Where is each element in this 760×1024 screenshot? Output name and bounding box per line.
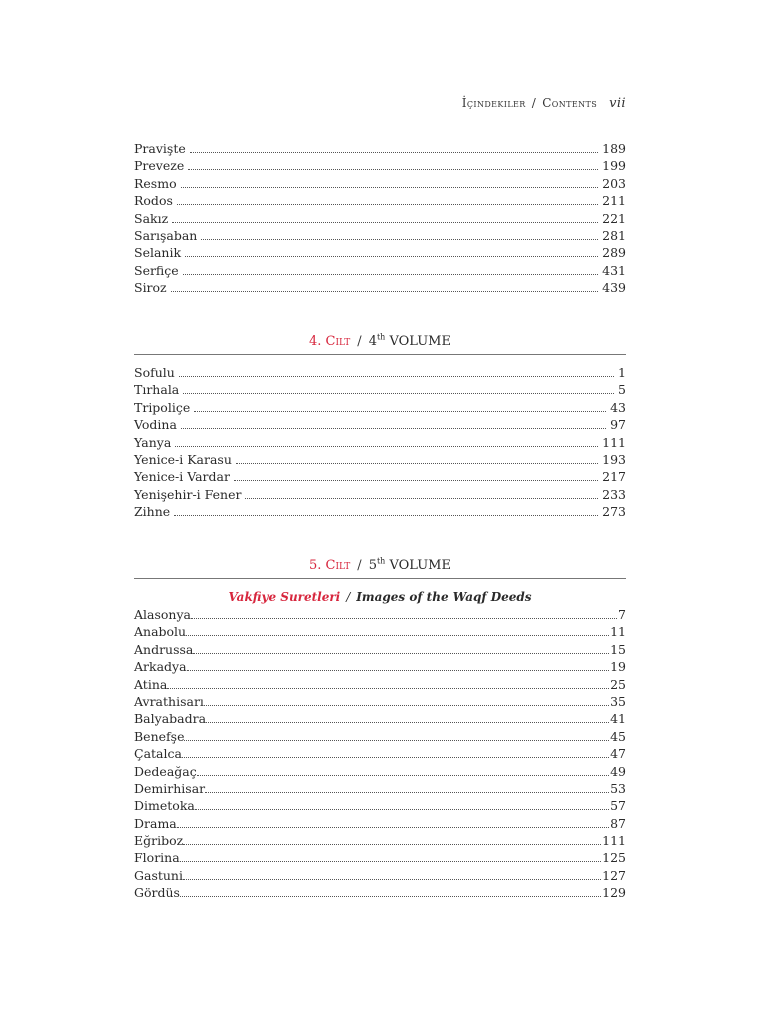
dot-leader bbox=[184, 740, 609, 741]
toc-entry-page: 127 bbox=[602, 867, 626, 883]
toc-entry bbox=[134, 435, 626, 452]
toc-entry-page: 7 bbox=[618, 607, 626, 622]
subheading-en: Images of the Waqf Deeds bbox=[356, 590, 532, 604]
volume-5-title-en: VOLUME bbox=[389, 558, 451, 573]
dot-leader bbox=[193, 653, 609, 654]
toc-entry bbox=[134, 211, 626, 228]
toc-entry-name: Gastuni bbox=[134, 867, 183, 883]
toc-entry-name: Dimetoka bbox=[134, 798, 195, 814]
toc-entry-page: 11 bbox=[610, 624, 626, 640]
toc-entry-page: 281 bbox=[602, 227, 626, 243]
toc-entry bbox=[134, 504, 626, 521]
toc-entry-name: Alasonya bbox=[134, 607, 191, 622]
toc-entry-name: Balyabadra bbox=[134, 711, 207, 727]
dot-leader bbox=[183, 879, 601, 880]
toc-entry bbox=[134, 694, 626, 711]
dot-leader bbox=[177, 827, 609, 828]
dot-leader bbox=[245, 498, 598, 499]
toc-entry-page: 111 bbox=[602, 434, 626, 450]
toc-entry-name: Sakız bbox=[134, 210, 169, 226]
toc-entry-page: 53 bbox=[610, 780, 626, 796]
dot-leader bbox=[195, 809, 609, 810]
toc-entry bbox=[134, 607, 626, 624]
dot-leader bbox=[204, 705, 609, 706]
toc-entry bbox=[134, 781, 626, 798]
volume-4-separator: / bbox=[357, 334, 362, 349]
volume-5-ordinal: th bbox=[376, 556, 386, 566]
dot-leader bbox=[167, 688, 609, 689]
toc-entry bbox=[134, 193, 626, 210]
toc-entry-name: Vodina bbox=[134, 417, 177, 433]
dot-leader bbox=[183, 844, 601, 845]
dot-leader bbox=[183, 274, 598, 275]
toc-entry bbox=[134, 365, 626, 382]
toc-entry-page: 1 bbox=[618, 365, 626, 380]
toc-entry-name: Gördüs bbox=[134, 885, 180, 901]
toc-entry bbox=[134, 850, 626, 867]
toc-entry-name: Rodos bbox=[134, 193, 173, 209]
volume-4-number: 4 bbox=[368, 334, 377, 349]
toc-entry-page: 211 bbox=[602, 193, 626, 209]
toc-entry-name: Dedeağaç bbox=[134, 763, 197, 779]
toc-entry-name: Eğriboz bbox=[134, 833, 184, 849]
toc-entry bbox=[134, 263, 626, 280]
toc-entry bbox=[134, 624, 626, 641]
toc-entry-page: 49 bbox=[610, 763, 626, 779]
toc-entry-page: 273 bbox=[602, 504, 626, 520]
header-separator: / bbox=[531, 96, 537, 110]
toc-entry-page: 129 bbox=[602, 885, 626, 901]
toc-entry bbox=[134, 868, 626, 885]
toc-entry-name: Preveze bbox=[134, 158, 185, 174]
toc-entry-page: 233 bbox=[602, 486, 626, 502]
volume-5-rule bbox=[134, 578, 626, 579]
dot-leader bbox=[185, 256, 598, 257]
toc-list-volume-3 bbox=[134, 141, 626, 298]
toc-entry-name: Benefşe bbox=[134, 728, 185, 744]
waqf-deeds-subheading bbox=[134, 590, 626, 604]
toc-entry-page: 221 bbox=[602, 210, 626, 226]
dot-leader bbox=[174, 515, 598, 516]
toc-entry-name: Sofulu bbox=[134, 365, 175, 380]
toc-entry-page: 199 bbox=[602, 158, 626, 174]
toc-entry-page: 189 bbox=[602, 141, 626, 156]
toc-entry-name: Resmo bbox=[134, 175, 177, 191]
toc-entry-page: 431 bbox=[602, 262, 626, 278]
toc-entry bbox=[134, 400, 626, 417]
toc-entry bbox=[134, 885, 626, 902]
toc-entry bbox=[134, 487, 626, 504]
toc-entry bbox=[134, 764, 626, 781]
toc-list-volume-5 bbox=[134, 607, 626, 903]
toc-entry-page: 289 bbox=[602, 245, 626, 261]
toc-entry bbox=[134, 659, 626, 676]
toc-entry-name: Yenice-i Karasu bbox=[134, 451, 232, 467]
toc-entry-page: 111 bbox=[602, 833, 626, 849]
toc-entry bbox=[134, 452, 626, 469]
toc-entry bbox=[134, 711, 626, 728]
toc-entry-page: 57 bbox=[610, 798, 626, 814]
toc-entry-name: Anabolu bbox=[134, 624, 187, 640]
toc-entry bbox=[134, 816, 626, 833]
toc-entry-name: Yenice-i Vardar bbox=[134, 469, 230, 485]
toc-entry-page: 439 bbox=[602, 280, 626, 296]
toc-entry-name: Tırhala bbox=[134, 382, 180, 398]
toc-entry bbox=[134, 677, 626, 694]
toc-entry-name: Demirhisar bbox=[134, 780, 206, 796]
toc-entry bbox=[134, 158, 626, 175]
dot-leader bbox=[236, 463, 598, 464]
toc-entry-page: 203 bbox=[602, 175, 626, 191]
toc-entry bbox=[134, 141, 626, 158]
toc-entry-page: 15 bbox=[610, 641, 626, 657]
dot-leader bbox=[186, 635, 609, 636]
toc-entry-page: 217 bbox=[602, 469, 626, 485]
toc-entry-name: Drama bbox=[134, 815, 177, 831]
toc-entry-name: Avrathisarı bbox=[134, 693, 204, 709]
header-section-tr: İçindekiler bbox=[461, 96, 526, 110]
dot-leader bbox=[206, 722, 609, 723]
header-section-en: Contents bbox=[542, 96, 598, 110]
subheading-tr: Vakfiye Suretleri bbox=[228, 590, 341, 604]
toc-entry-name: Yenişehir-i Fener bbox=[134, 486, 242, 502]
toc-entry bbox=[134, 176, 626, 193]
dot-leader bbox=[205, 792, 609, 793]
toc-entry bbox=[134, 280, 626, 297]
dot-leader bbox=[183, 393, 614, 394]
dot-leader bbox=[190, 152, 598, 153]
volume-4-title-en: VOLUME bbox=[389, 334, 451, 349]
toc-entry-page: 19 bbox=[610, 659, 626, 675]
dot-leader bbox=[187, 670, 610, 671]
volume-5-number: 5 bbox=[368, 558, 377, 573]
dot-leader bbox=[181, 187, 599, 188]
dot-leader bbox=[182, 757, 609, 758]
dot-leader bbox=[197, 775, 609, 776]
toc-entry bbox=[134, 746, 626, 763]
subheading-separator: / bbox=[346, 590, 351, 604]
dot-leader bbox=[180, 861, 601, 862]
volume-5-title-tr: 5. Cilt bbox=[309, 558, 351, 573]
toc-entry bbox=[134, 833, 626, 850]
toc-entry-page: 193 bbox=[602, 451, 626, 467]
toc-entry bbox=[134, 382, 626, 399]
running-header bbox=[462, 96, 626, 111]
toc-entry-page: 43 bbox=[610, 399, 626, 415]
dot-leader bbox=[177, 204, 598, 205]
toc-entry-name: Siroz bbox=[134, 280, 167, 296]
dot-leader bbox=[181, 428, 606, 429]
toc-entry-page: 5 bbox=[618, 382, 626, 398]
volume-4-heading bbox=[134, 334, 626, 349]
volume-4-title-tr: 4. Cilt bbox=[309, 334, 351, 349]
dot-leader bbox=[201, 239, 598, 240]
volume-4-ordinal: th bbox=[376, 332, 386, 342]
volume-4-rule bbox=[134, 354, 626, 355]
toc-entry-name: Zihne bbox=[134, 504, 171, 520]
toc-entry-name: Sarışaban bbox=[134, 227, 198, 243]
toc-entry-page: 45 bbox=[610, 728, 626, 744]
dot-leader bbox=[234, 480, 598, 481]
dot-leader bbox=[180, 896, 601, 897]
toc-entry-page: 125 bbox=[602, 850, 626, 866]
toc-entry-page: 87 bbox=[610, 815, 626, 831]
volume-5-separator: / bbox=[357, 558, 362, 573]
toc-list-volume-4 bbox=[134, 365, 626, 522]
toc-entry-page: 97 bbox=[610, 417, 626, 433]
toc-entry-name: Arkadya bbox=[134, 659, 187, 675]
toc-entry bbox=[134, 245, 626, 262]
dot-leader bbox=[172, 222, 598, 223]
toc-entry-page: 47 bbox=[610, 746, 626, 762]
toc-entry-name: Tripoliçe bbox=[134, 399, 191, 415]
dot-leader bbox=[188, 169, 598, 170]
header-page-number: vii bbox=[609, 96, 626, 111]
dot-leader bbox=[191, 618, 617, 619]
toc-entry-name: Selanik bbox=[134, 245, 182, 261]
toc-entry-name: Pravişte bbox=[134, 141, 186, 156]
toc-entry bbox=[134, 469, 626, 486]
toc-entry-page: 35 bbox=[610, 693, 626, 709]
dot-leader bbox=[179, 376, 614, 377]
toc-entry bbox=[134, 729, 626, 746]
toc-entry-page: 25 bbox=[610, 676, 626, 692]
dot-leader bbox=[194, 411, 606, 412]
toc-entry bbox=[134, 417, 626, 434]
toc-entry bbox=[134, 642, 626, 659]
toc-entry-name: Florina bbox=[134, 850, 180, 866]
toc-entry-name: Atina bbox=[134, 676, 168, 692]
dot-leader bbox=[175, 446, 598, 447]
toc-entry-name: Serfiçe bbox=[134, 262, 179, 278]
toc-entry-name: Yanya bbox=[134, 434, 172, 450]
toc-entry bbox=[134, 798, 626, 815]
toc-entry-page: 41 bbox=[610, 711, 626, 727]
volume-5-heading bbox=[134, 558, 626, 573]
dot-leader bbox=[171, 291, 598, 292]
toc-entry-name: Andrussa bbox=[134, 641, 194, 657]
toc-entry-name: Çatalca bbox=[134, 746, 182, 762]
toc-entry bbox=[134, 228, 626, 245]
